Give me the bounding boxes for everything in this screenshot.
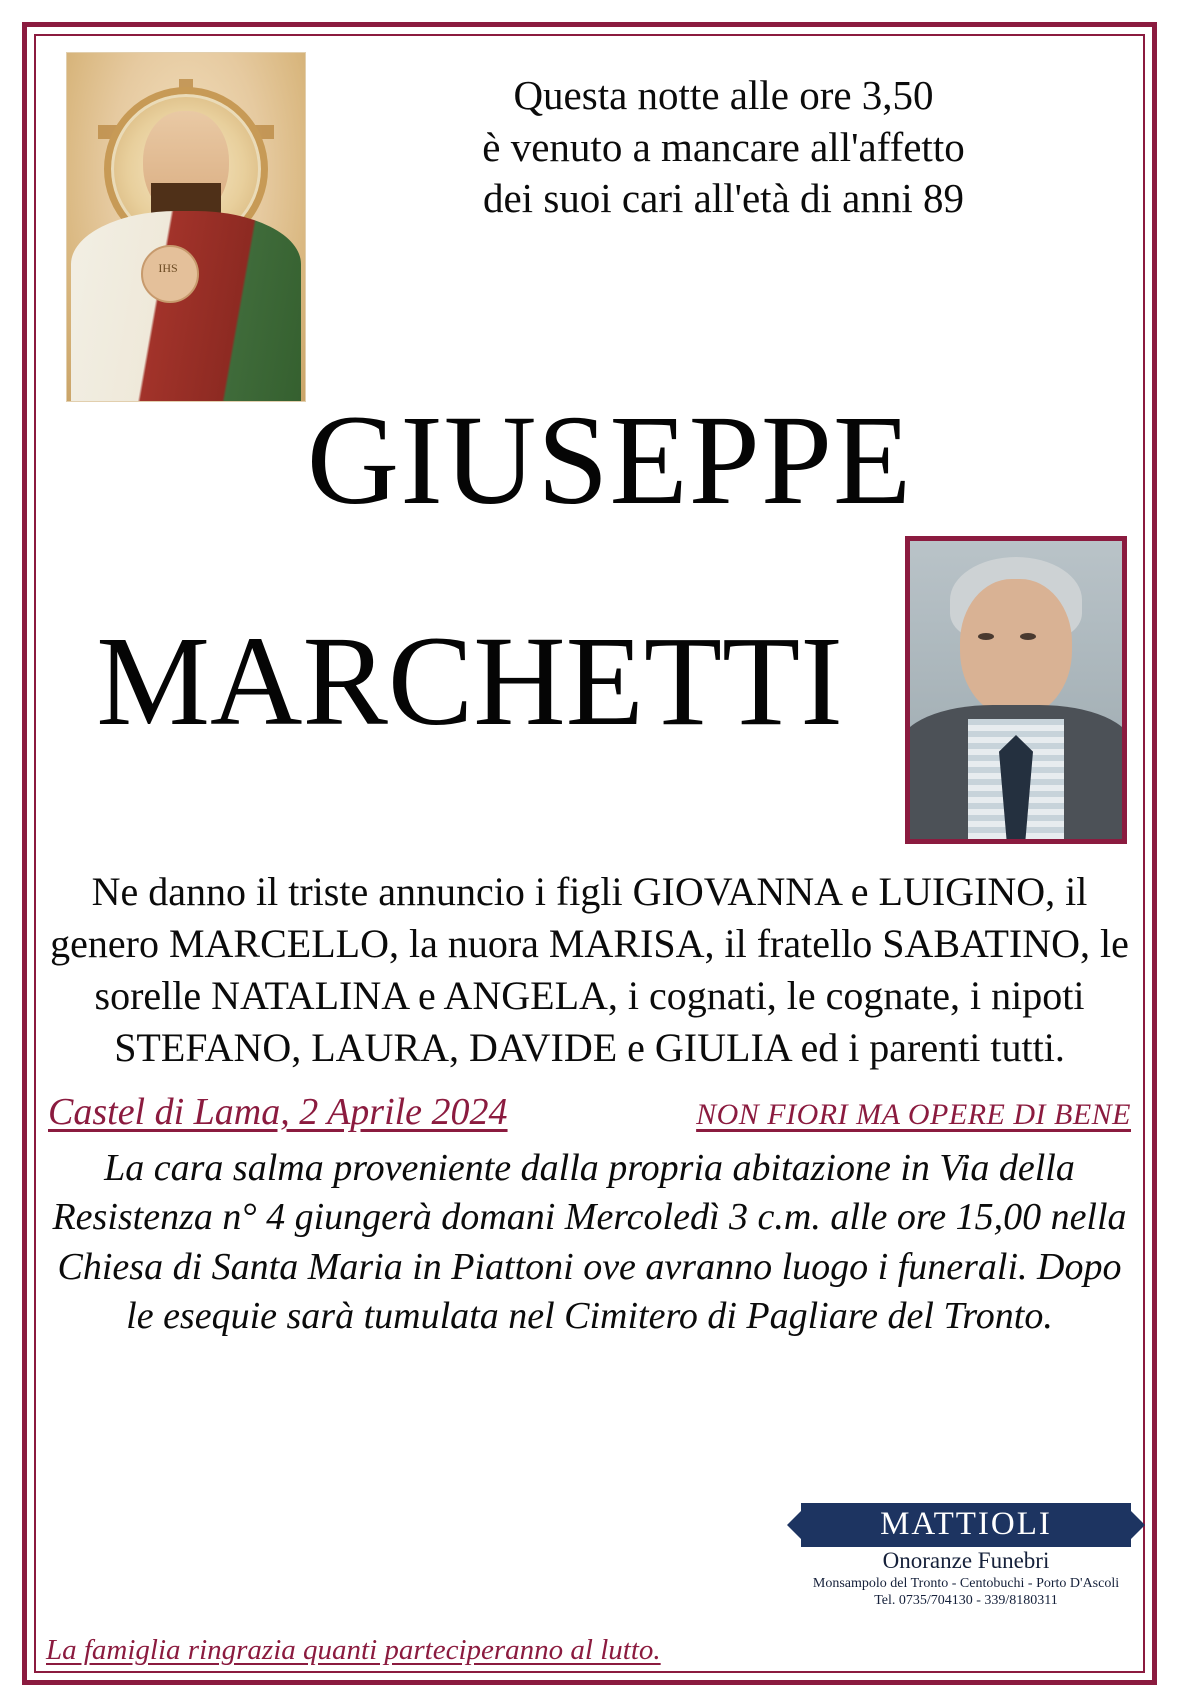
deceased-first-name: GIUSEPPE xyxy=(306,389,913,531)
surname-row xyxy=(44,530,1135,844)
announcement-line-2: è venuto a mancare all'affetto xyxy=(482,123,965,170)
funeral-home-subtitle: Onoranze Funebri xyxy=(882,1548,1050,1573)
funeral-home-name: MATTIOLI xyxy=(801,1503,1131,1547)
family-thanks-note: La famiglia ringrazia quanti parteciperanno al lutto. xyxy=(46,1634,661,1666)
announcement-lines xyxy=(306,42,1135,225)
jesus-robe xyxy=(71,211,301,401)
announcement-line-3: dei suoi cari all'età di anni 89 xyxy=(482,175,964,222)
announcement-line-1: Questa notte alle ore 3,50 xyxy=(513,72,934,118)
poster-content xyxy=(44,42,1135,1665)
portrait-eye-right xyxy=(1020,633,1036,640)
funeral-home-logo xyxy=(801,1503,1131,1609)
place-date: Castel di Lama, 2 Aprile 2024 xyxy=(48,1091,508,1133)
family-announcement-text: Ne danno il triste annuncio i figli GIOVANNA e LUIGINO, il genero MARCELLO, la nuora MARISA, il fratello SABATINO, le sorelle NATALINA e ANGELA, i cognati, le cognate, i nipoti STEFANO, LAURA, DAVIDE e GIULIA ed i parenti tutti. xyxy=(50,869,1129,1070)
sacred-heart-jesus-image xyxy=(66,52,306,402)
deceased-portrait-photo xyxy=(905,536,1127,844)
portrait-face xyxy=(960,579,1072,717)
no-flowers-notice: NON FIORI MA OPERE DI BENE xyxy=(696,1098,1131,1131)
funeral-home-phone: Tel. 0735/704130 - 339/8180311 xyxy=(874,1593,1058,1608)
header-row xyxy=(44,42,1135,402)
place-and-notice-row xyxy=(44,1090,1135,1134)
ihs-monogram: IHS xyxy=(158,261,178,275)
portrait-eye-left xyxy=(978,633,994,640)
funeral-details-text: La cara salma proveniente dalla propria abitazione in Via della Resistenza n° 4 giungerà domani Mercoledì 3 c.m. alle ore 15,00 nella Chiesa di Santa Maria in Piattoni ove avranno luogo i funerali. Dopo le esequie sarà tumulata nel Cimitero di Pagliare del Tronto. xyxy=(52,1147,1127,1338)
deceased-surname: MARCHETTI xyxy=(96,610,843,752)
funeral-home-towns: Monsampolo del Tronto - Centobuchi - Porto D'Ascoli xyxy=(812,1576,1120,1591)
